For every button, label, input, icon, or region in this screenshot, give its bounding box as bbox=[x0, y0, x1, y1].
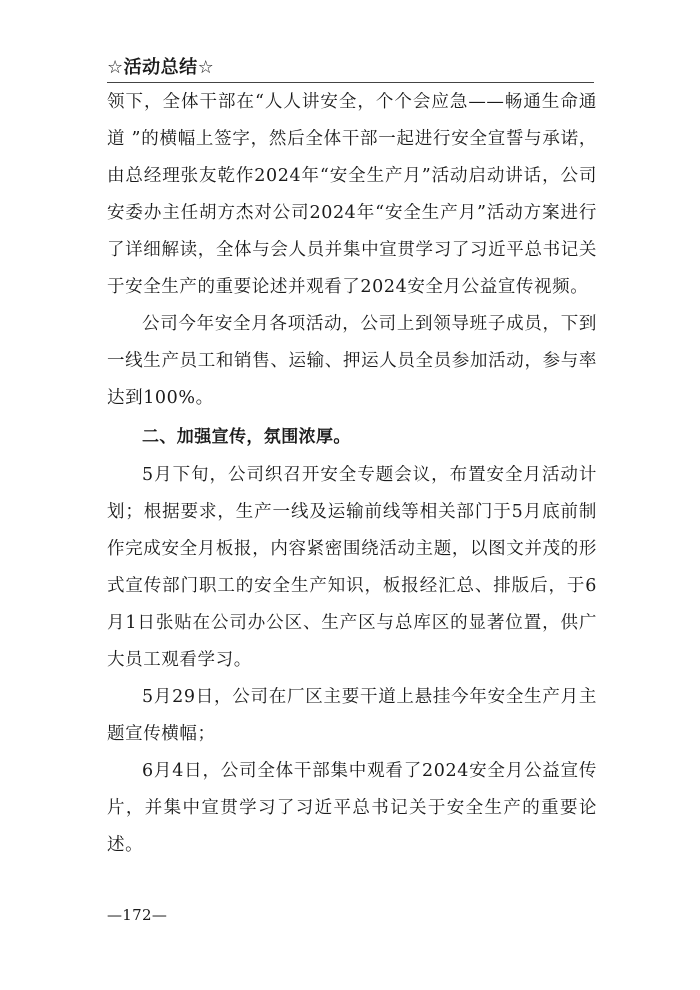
page-header bbox=[107, 56, 594, 83]
paragraph-june-4-video: 6月4日，公司全体干部集中观看了2024安全月公益宣传片，并集中宣贯学习了习近平总书记关于安全生产的重要论述。 bbox=[107, 761, 597, 855]
header-title: ☆活动总结☆ bbox=[107, 57, 215, 78]
paragraph-participation: 公司今年安全月各项活动，公司上到领导班子成员，下到一线生产员工和销售、运输、押运人员全员参加活动，参与率达到100%。 bbox=[107, 314, 597, 408]
page-number: —172— bbox=[107, 906, 168, 924]
paragraph-may-meeting: 5月下旬，公司织召开安全专题会议，布置安全月活动计划；根据要求，生产一线及运输前线等相关部门于5月底前制作完成安全月板报，内容紧密围绕活动主题，以图文并茂的形式宣传部门职工的安全生产知识，板报经汇总、排版后，于6月1日张贴在公司办公区、生产区与总库区的显著位置，供广大员工观看学习。 bbox=[107, 465, 597, 670]
section-heading: 二、加强宣传，氛围浓厚。 bbox=[142, 427, 351, 447]
paragraph-continuation: 领下，全体干部在“人人讲安全，个个会应急——畅通生命通道 ”的横幅上签字，然后全体干部一起进行安全宣誓与承诺，由总经理张友乾作2024年“安全生产月”活动启动讲话，公司安委办主任胡方杰对公司2024年“安全生产月”活动方案进行了详细解读，全体与会人员并集中宣贯学习了习近平总书记关于安全生产的重要论述并观看了2024安全月公益宣传视频。 bbox=[107, 92, 597, 297]
document-body bbox=[107, 84, 597, 864]
paragraph-may-29-banner: 5月29日，公司在厂区主要干道上悬挂今年安全生产月主题宣传横幅； bbox=[107, 687, 597, 744]
